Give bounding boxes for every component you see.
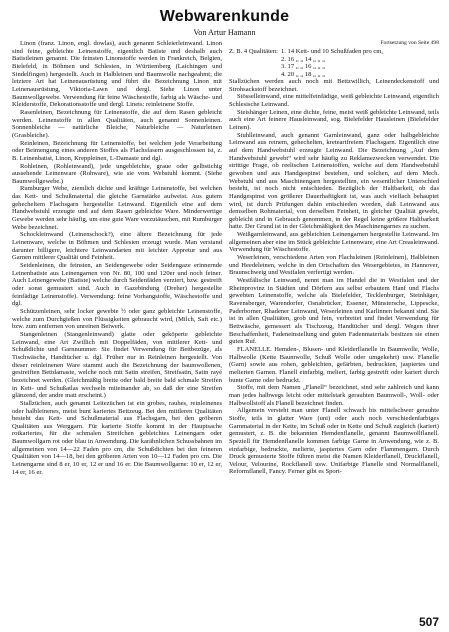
paragraph: Weißgarnleinwand, aus gebleichten Leinengarnen hergestellte Leinwand. Im allgemeinen aber eine im Stück gebleichte Leinenware, eine Art Creasleinwand. Verwendung für Wäschestoffe. [229, 231, 439, 254]
page-number: 507 [418, 615, 439, 629]
paragraph: Westfälische Leinwand, nennt man im Handel die in Westfalen und der Rheinprovinz in Städten und Dörfern aus selbst erbautem Hanf und Flachs gewebten Leinenstoffe, welche als Bielefelder, Tecklenburger, Steinhäger, Ravensberger, Warendorfer, Osnabrücker, Essener, Münstersche, Lippescke, Paderborner, Rhadener Leinwand, Weserleinen und Karlinnen bekannt sind. Sie ist in allen Qualitäten, grob und fein, verbreitet und findet Verwendung für Bettwäsche, gemessert als Tischzeug, Handtücher und dergl. Wegen ihrer Beschaffenheit, Fadeneinstellung und guten Fadenmaterials besitzen sie einen guten Ruf. [229, 277, 439, 346]
paragraph: Rasenleinen, Bezeichnung für Leinenstoffe, die auf dem Rasen gebleicht werden. Leinenstoffe in allen Qualitäten, auch genannt Sonnenleinen. Sonnenbleiche — natürliche Bleiche, Naturbleiche — Naturleinen (Grasbleiche). [12, 108, 222, 139]
paragraph: Steishänger Leinen, eine dichte, feine, meist weiß gebleichte Leinwand, teils auch eine Art feinere Hausleinwand, sog. Bielefelder Hausleinen (Bielefelder Leinen). [229, 108, 439, 131]
paragraph: Stuhlleinwand, auch genannt Garnleinwand, ganz oder halbgebleichte Leinwand aus reinem, gehechelten, kreteartfreiem Flachsgarn. Eigentlich eine auf dem Handwebstuhl erzeugte Leinwand. Die Bezeichnung „Auf dem Handwebstuhl gewebt“ wird sehr häufig zu Reklamezwecken verwendet. Die strittige Frage, ob reelischen Leinenstoffen, welche auf dem Handwebstuhl gewoben und aus Handgespinst bestehen, und solchen, auf dem Mech. Webstuhl und aus Maschinengarn hergestellten, ein wesentlicher Unterschied besteht, ist noch nicht entschieden. Bezüglich der Haltbarkeit, ob das Handgespinst von größerer Dauerhaftigkeit ist, was auch vielfach behauptet wird, ist durch Prüfungen dahin entschieden worden, daß Leinwand aus demselben Rohmaterial, von derselben Feinheit, in gleicher Qualität gewebt, gebleicht und in Gebrauch genommen, in der Regel keine größere Haltbarkeit hatte. Der Grund ist in der Gleichmäßigkeit des Maschinengarnes zu suchen. [229, 131, 439, 231]
article-title: Webwarenkunde [159, 8, 290, 25]
quality-row [229, 56, 439, 64]
paragraph: Schockleinwand (Leinenschock?), eine ältere Bezeichnung für jede Leinenware, welche in Böhmen und Schlesien erzeugt wurde. Man verstand darunter billigere, leichtere Leinwandarten mit leichter Appretur und aus Garnen mittlerer Qualität und Feinheit. [12, 231, 222, 262]
continuation-note: Fortsetzung von Seite 498 [380, 40, 439, 46]
paragraph: Rohleinen, (Rohleinwand), jede ungebleichte, graue oder gelbstichig aussehende Leinenware (Rohware), wie sie vom Webstuhl kommt. (Siehe Baumwollgewebe.) [12, 162, 222, 185]
paragraph: Stangenleinen (Stangenleinwand) glatte oder geköperte gebleichte Leinwand, eine Art Zwillich mit Doppelfäden, von mittlerer Kett- und Schußdichte und Garnnummer. Sie findet Verwendung für Bettbezüge, als Tischwäsche, Handtücher u. dgl. Früher nur in Reinleinen hergestellt. Von dieser reinleinenen Ware stammt auch die Bezeichnung der baumwollenen, gestreiften Bettdamaste, welche noch mit Satin streifen, Streifsatin, Satin rayé bezeichnet werden. (Gleichmäßig breite oder bald breite bald schmale Streifen in Kett- und Schußatlas wechseln miteinander ab, so daß der eine Streifen glänzend, der andre matt erscheint.) [12, 330, 222, 400]
quality-value: 2. 16 „ „ 14 „ „ „ [281, 55, 325, 63]
left-column [12, 40, 222, 610]
paragraph: Stallzüchen, auch genannt Leitezüchen ist ein grobes, rauhes, reinleinenes oder halbleinenes, meist bunt kariertes Bettzeug. Bei den mittleren Qualitäten besteht das Kett- und Schußmaterial aus Flachsgarn, bei den gröberen Qualitäten aus Werggarn. Für karierte Stoffe kommt in der Hauptsache rotkariertes, für die schmalen Streifchen gebleichtes Leinengarn oder Baumwollgarn rot oder blau in Anwendung. Die karähnlichen Schussbahnen im allgemeinen von 14—22 Faden pro cm, die Schußdichten bei den feineren Qualitäten von 14—18, bei den gröberen Arten von 10—12 Faden pro cm. Die Leinengarne sind 8 er, 10 er, 12 er und 16 er. Die Baumwollgarne: 10 er, 12 er, 14 er, 16 er. [12, 399, 222, 476]
paragraph: Weserleinen, verschiedene Arten von Flachsleinen (Reinleinen), Halbleinen und Heedeleinen, welche in den Ortschaften des Wesergebietes, in Hannover, Braunschweig und Westfalen verfertigt werden. [229, 254, 439, 277]
paragraph: Stoffe, mit dem Namen „Flanell“ bezeichnet, sind sehr zahlreich und kann man jedes halbwegs leicht oder mittelstark gerauhten Baumwoll-, Woll- oder Halbwollstoff als Flanell bezeichnet finden. [229, 384, 439, 407]
quality-row [229, 71, 439, 79]
paragraph: Stösselleinwand, eine mittelfeinfädige, weiß gebleichte Leinwand, eigentlich Schlesische Leinwand. [229, 93, 439, 108]
quality-value: 3. 17 „ „ 16 „ „ „ [281, 63, 325, 70]
paragraph: FLANELLE. Hemden-, Blusen- und Kleiderflanelle in Baumwolle, Wolle, Halbwolle (Kette Baumwolle, Schuß Wolle oder umgekehrt) usw. Flanelle (Garn) sowie aus rohen, gebleichten, gefärbten, bedruckten, jaspiertes und melierten Garnen. Flanell einfarbig, meliert, farbig gestreift oder kariert durch bunte Garne oder bedruckt. [229, 345, 439, 384]
article-byline: Von Artur Hamann [193, 28, 256, 37]
paragraph: Allgemein versteht man unter Flanell schwach bis mittelschwer gerauhte Stoffe, teils in glatter Ware (uni) oder auch noch verschiedenfarbiges Garnmaterial in der Kette, im Schuß oder in Kette und Schuß zugleich (kariert) gemustert, z. B. die bekannten Hemdenflanelle, genannt Baumwollflanell. Speziell für Hemdenflanelle kommen farbige Garne in Anwendung, wie z. B. einfarbige, bedruckte, melierte, jaspiertes Garn oder Flammengarn. Durch Druck gemusterte Stoffe führen meist die Namen Kleiderflanell, Druckflanell, Velour, Velourine, Rockflanell usw. Unifarbige Flanelle sind Normalflanell, Reformflanell, Fancy. Ferner gibt es Sport- [229, 407, 439, 476]
paragraph: Reinleinen, Bezeichnung für Leinenstoffe, bei welchen jede Verarbeitung oder Beimengung eines anderen Stoffes als Flachsfasern ausgeschlossen ist, z. B. Leinenbatist, Linon, Kreppleinen, L-Damaste und dgl. [12, 139, 222, 162]
paragraph: Linon (franz. Linon, engl. dowlas), auch genannt Schleierleinwand. Linon sind feine, gebleichte Leinenstoffe, eigentlich Batiste und deshalb auch Batistleinen genannt. Die feinsten Linonstoffe werden in Frankreich, Belgien, Bielefeld, in Böhmen und Schlesien, in Württemberg (Laichingen und Sindelfingen) hergestellt. Auch in Halbleinen und Baumwolle nachgeahmt; die letztere Art hat Leinenausrüstung und führt die Bezeichnung Linon mit Leinenausrüstung, Viktoria-Lawn und dergl. Siehe Linon unter Baumwollgewebe. Verwendung für feine Wäschestoffe, farbig als Wäsche- und Kleiderstoffe, Dekorationsstoffe und dergl. Linets: reinleinene Stoffe. [12, 40, 222, 109]
quality-row [229, 48, 439, 56]
paragraph: Rumburger Webe, ziemlich dichte und kräftige Leinenstoffe, bei welchen das Kett- und Schußmaterial die gleiche Garnstärke aufweist. Aus gutem gehecheltem Flachsgarn hergestellte Leinwand. Eigentlich eine auf dem Handwebstuhl erzeugte und auf dem Rasen gebleichte Ware. Minderwertige Gewebe werden sehr häufig, um eine gute Ware vorzutäuschen, mit Rumburger Webe bezeichnet. [12, 185, 222, 231]
quality-value: 4. 20 „ „ 18 „ „ „ [281, 70, 325, 78]
quality-row [229, 63, 439, 71]
quality-value: 1. 14 Kett- und 10 Schußfaden pro cm, [281, 48, 384, 55]
paragraph: Stallzüchen werden auch noch mit Bettzwillich, Leinendeckenstoff und Strohsackstoff bezeichnet. [229, 78, 439, 93]
right-column [229, 40, 439, 610]
qualities-label: Z. B. 4 Qualitäten: [229, 48, 278, 55]
paragraph: Seidenleinen, die feinsten, an Seidengewebe oder Seidengaze erinnernde Leinenbatiste aus Leinengarnen von Nr. 80, 100 und 120er und noch feiner. Auch Leinengewebe (Batiste) welche durch Seidenfäden verziert, bzw. gestreift oder sonst gemustert sind. Auch in Gazebindung (Dreher) hergestellte feinfädige Leinenstoffe). Verwendung: feine Vorhangstoffe, Wäschestoffe und dgl. [12, 262, 222, 308]
paragraph: Schützenleinen, sehr locker gewebte ½ oder ganz gebleichte Leinenstoffe, welche zum Durchgießen von Flüssigkeiten gebraucht wird, (Milch, Saft etc.) bzw. zum entfernen von unreinen Beiwerk. [12, 307, 222, 331]
